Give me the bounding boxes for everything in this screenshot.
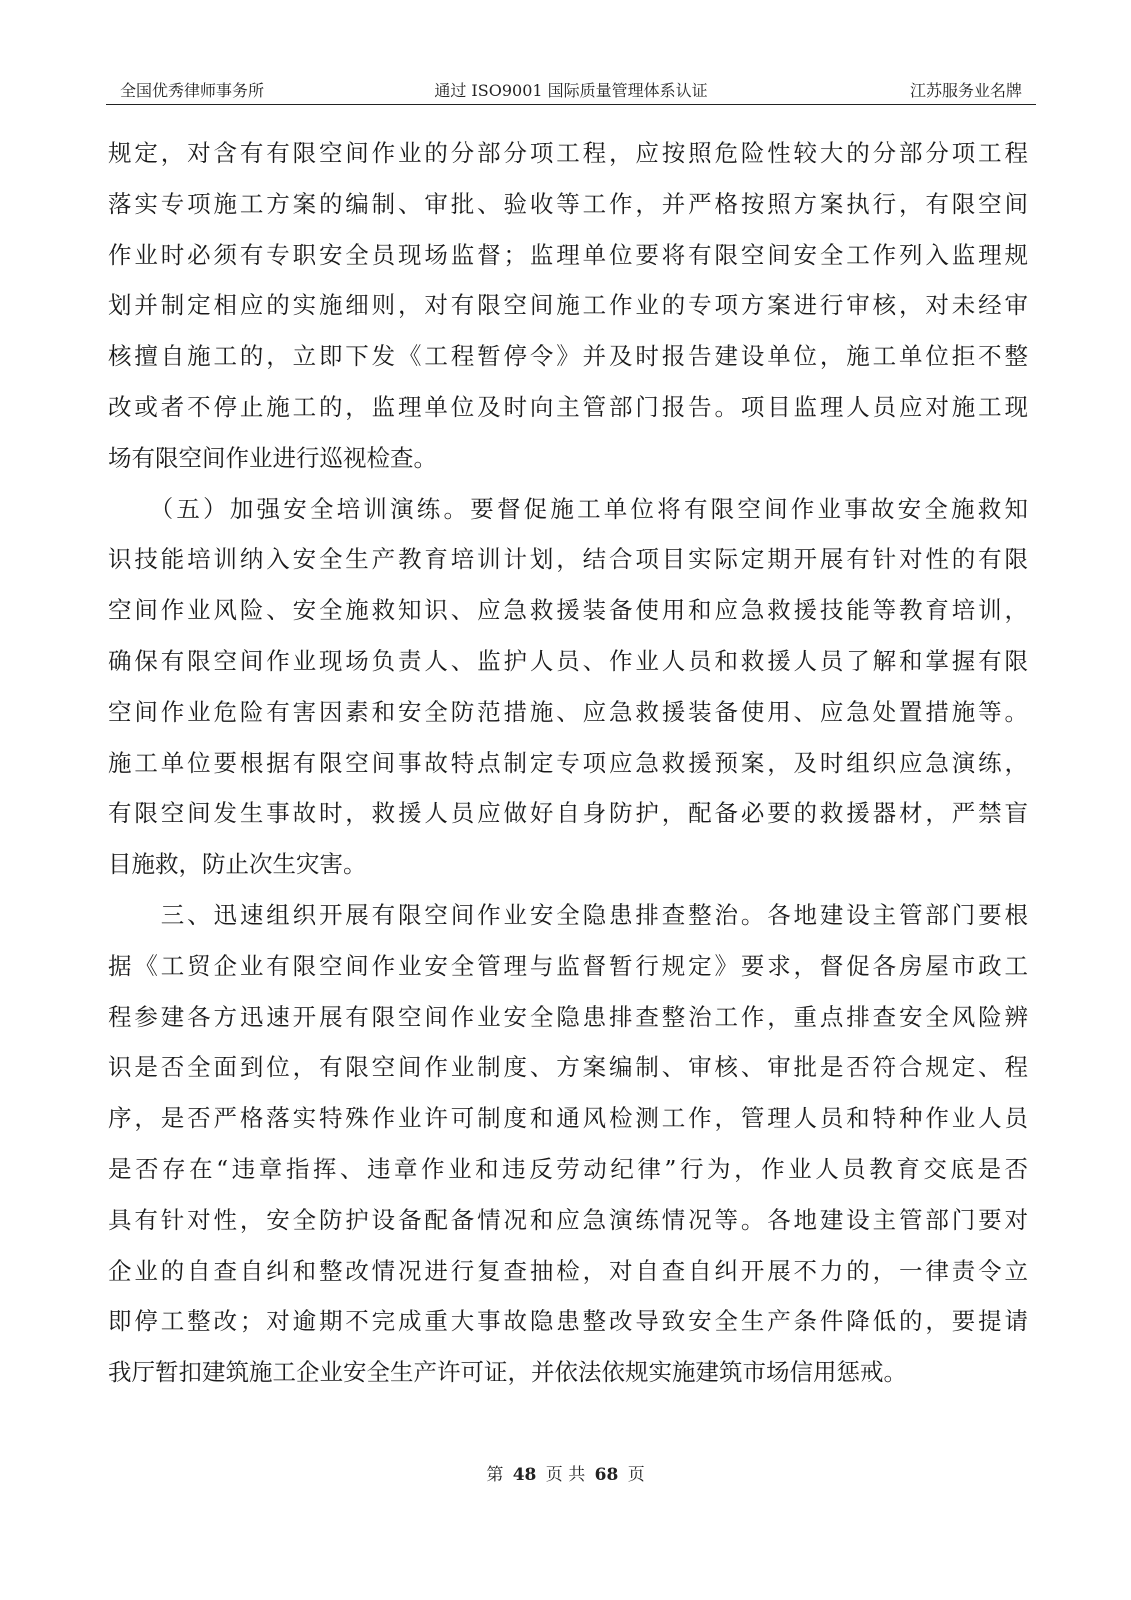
header-certification-label: 通过 ISO9001 国际质量管理体系认证	[434, 81, 708, 100]
footer-total-pages: 68	[594, 1465, 619, 1485]
text-line: （五）加强安全培训演练。要督促施工单位将有限空间作业事故安全施救知	[108, 494, 1028, 523]
text-line: 落实专项施工方案的编制、审批、验收等工作，并严格按照方案执行，有限空间	[108, 189, 1028, 218]
header-brand-label: 江苏服务业名牌	[909, 81, 1022, 100]
page-header	[106, 74, 1036, 105]
text-line: 识是否全面到位，有限空间作业制度、方案编制、审核、审批是否符合规定、程	[108, 1053, 1028, 1082]
text-line: 空间作业危险有害因素和安全防范措施、应急救援装备使用、应急处置措施等。	[108, 697, 1028, 726]
text-line: 空间作业风险、安全施救知识、应急救援装备使用和应急救援技能等教育培训，	[108, 596, 1028, 625]
text-line: 程参建各方迅速开展有限空间作业安全隐患排查整治工作，重点排查安全风险辨	[108, 1002, 1028, 1031]
footer-suffix: 页	[627, 1465, 645, 1485]
text-line: 划并制定相应的实施细则，对有限空间施工作业的专项方案进行审核，对未经审	[108, 291, 1028, 320]
text-line: 确保有限空间作业现场负责人、监护人员、作业人员和救援人员了解和掌握有限	[108, 646, 1028, 675]
text-line: 核擅自施工的，立即下发《工程暂停令》并及时报告建设单位，施工单位拒不整	[108, 342, 1028, 371]
document-body	[108, 128, 1028, 1398]
page-footer	[0, 1460, 1131, 1485]
text-line: 识技能培训纳入安全生产教育培训计划，结合项目实际定期开展有针对性的有限	[108, 545, 1028, 574]
text-line: 具有针对性，安全防护设备配备情况和应急演练情况等。各地建设主管部门要对	[108, 1205, 1028, 1234]
text-line: 企业的自查自纠和整改情况进行复查抽检，对自查自纠开展不力的，一律责令立	[108, 1256, 1028, 1285]
text-line: 有限空间发生事故时，救援人员应做好自身防护，配备必要的救援器材，严禁盲	[108, 799, 1028, 828]
text-line: 三、迅速组织开展有限空间作业安全隐患排查整治。各地建设主管部门要根	[108, 900, 1028, 929]
text-line: 目施救，防止次生灾害。	[108, 850, 367, 879]
text-line: 据《工贸企业有限空间作业安全管理与监督暂行规定》要求，督促各房屋市政工	[108, 951, 1028, 980]
text-line: 是否存在“违章指挥、违章作业和违反劳动纪律”行为，作业人员教育交底是否	[108, 1154, 1028, 1183]
text-line: 即停工整改；对逾期不完成重大事故隐患整改导致安全生产条件降低的，要提请	[108, 1307, 1028, 1336]
footer-prefix: 第	[486, 1465, 504, 1485]
text-line: 序，是否严格落实特殊作业许可制度和通风检测工作，管理人员和特种作业人员	[108, 1104, 1028, 1133]
text-line: 改或者不停止施工的，监理单位及时向主管部门报告。项目监理人员应对施工现	[108, 392, 1028, 421]
text-line: 施工单位要根据有限空间事故特点制定专项应急救援预案，及时组织应急演练，	[108, 748, 1028, 777]
header-firm-label: 全国优秀律师事务所	[120, 81, 265, 100]
text-line: 规定，对含有有限空间作业的分部分项工程，应按照危险性较大的分部分项工程	[108, 139, 1028, 167]
footer-middle: 页 共	[545, 1465, 586, 1485]
text-line: 我厅暂扣建筑施工企业安全生产许可证，并依法依规实施建筑市场信用惩戒。	[108, 1358, 907, 1387]
text-line: 场有限空间作业进行巡视检查。	[108, 443, 437, 472]
footer-page-number: 48	[512, 1465, 537, 1485]
text-line: 作业时必须有专职安全员现场监督；监理单位要将有限空间安全工作列入监理规	[108, 240, 1028, 269]
